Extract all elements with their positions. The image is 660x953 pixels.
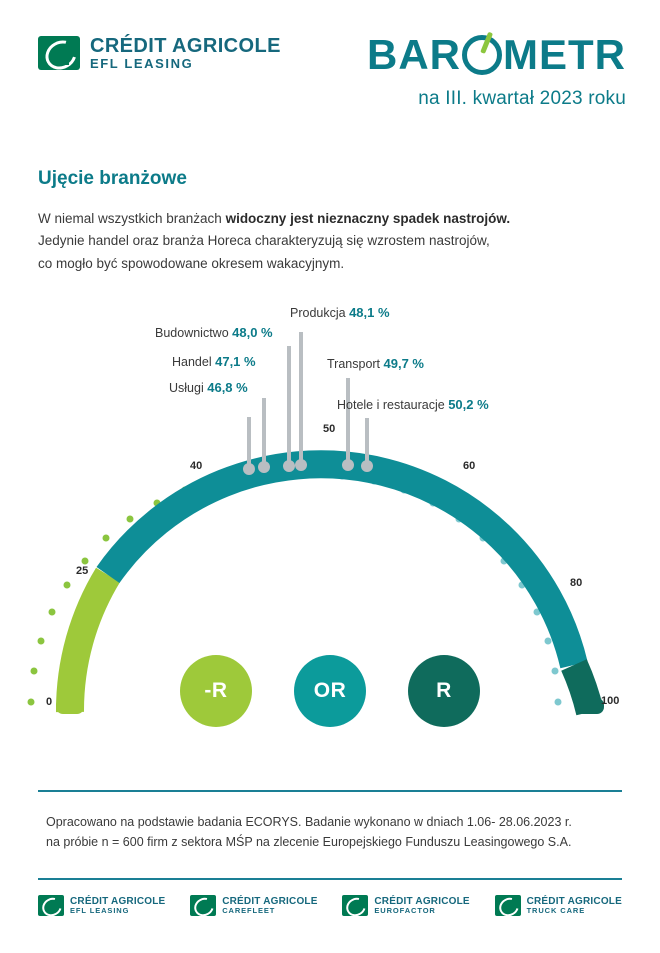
callout-transport <box>327 356 424 371</box>
axis-tick-50: 50 <box>323 423 336 435</box>
footer-logo-3-line1: CRÉDIT AGRICOLE <box>526 895 622 907</box>
barometr-title-block <box>367 31 626 110</box>
intro-line-3: co mogło być spowodowane okresem wakacyjnym. <box>38 255 345 271</box>
callout-produkcja <box>290 305 390 320</box>
credit-agricole-mark-icon <box>190 895 216 916</box>
gauge-legend <box>0 655 660 727</box>
footer-logo-carefleet <box>190 895 317 916</box>
callout-uslugi-value: 46,8 % <box>207 380 248 395</box>
callout-handel-label: Handel <box>172 355 212 369</box>
page-title: Ujęcie branżowe <box>38 168 187 189</box>
callout-hotele-i-restauracje <box>337 397 489 412</box>
footer-logo-1-line2: CAREFLEET <box>222 905 276 915</box>
callout-handel <box>172 354 256 369</box>
footer-logo-3-line2: TRUCK CARE <box>526 905 586 915</box>
callout-handel-value: 47,1 % <box>215 354 256 369</box>
gauge-needle-o-icon <box>462 35 502 75</box>
divider-top <box>38 790 622 792</box>
barometr-subtitle: na III. kwartał 2023 roku <box>418 88 626 109</box>
footer-logo-2-line1: CRÉDIT AGRICOLE <box>374 895 470 907</box>
callout-produkcja-value: 48,1 % <box>349 305 390 320</box>
callout-budownictwo <box>155 325 273 340</box>
legend-badge-r: R <box>408 655 480 727</box>
barometr-word-part-2: METR <box>503 31 626 78</box>
callout-transport-label: Transport <box>327 357 381 371</box>
axis-tick-100: 100 <box>601 695 620 707</box>
barometr-word-part-1: BAR <box>367 31 461 78</box>
axis-tick-25: 25 <box>76 565 89 577</box>
credit-agricole-logo <box>38 36 281 71</box>
footer-logo-1-line1: CRÉDIT AGRICOLE <box>222 895 318 907</box>
brand-subname: EFL LEASING <box>90 56 194 71</box>
footer-logo-eurofactor <box>342 895 469 916</box>
callout-uslugi-label: Usługi <box>169 381 204 395</box>
methodology-note <box>46 812 616 852</box>
callout-budownictwo-label: Budownictwo <box>155 326 229 340</box>
callout-hotele-value: 50,2 % <box>448 397 489 412</box>
intro-line-2: Jedynie handel oraz branża Horeca charakteryzują się wzrostem nastrojów, <box>38 233 490 249</box>
footer-logo-0-line2: EFL LEASING <box>70 905 130 915</box>
footer-logo-2-line2: EUROFACTOR <box>374 905 436 915</box>
intro-line-1b: widoczny jest nieznaczny spadek nastrojów. <box>225 211 511 226</box>
brand-name: CRÉDIT AGRICOLE <box>90 35 281 57</box>
callout-produkcja-label: Produkcja <box>290 306 346 320</box>
methodology-note-line-1: Opracowano na podstawie badania ECORYS. Badanie wykonano w dniach 1.06- 28.06.2023 r. <box>46 815 572 829</box>
credit-agricole-mark-icon <box>38 895 64 916</box>
credit-agricole-mark-icon <box>495 895 521 916</box>
methodology-note-line-2: na próbie n = 600 firm z sektora MŚP na zlecenie Europejskiego Funduszu Leasingowego S.A. <box>46 835 572 849</box>
intro-line-1a: W niemal wszystkich branżach <box>38 211 226 226</box>
footer-logo-bar <box>38 895 622 916</box>
axis-tick-80: 80 <box>570 577 583 589</box>
legend-badge-minus-r: -R <box>180 655 252 727</box>
axis-tick-40: 40 <box>190 460 203 472</box>
footer-logo-efl-leasing <box>38 895 165 916</box>
intro-paragraph <box>38 208 622 275</box>
credit-agricole-mark-icon <box>38 36 80 70</box>
page-header <box>0 0 660 140</box>
callout-hotele-label: Hotele i restauracje <box>337 398 445 412</box>
legend-badge-or: OR <box>294 655 366 727</box>
callout-uslugi <box>169 380 248 395</box>
barometr-wordmark <box>367 31 626 78</box>
credit-agricole-mark-icon <box>342 895 368 916</box>
axis-tick-0: 0 <box>46 696 53 708</box>
divider-bottom <box>38 878 622 880</box>
callout-budownictwo-value: 48,0 % <box>232 325 273 340</box>
axis-tick-60: 60 <box>463 460 476 472</box>
gauge-chart <box>0 290 660 760</box>
footer-logo-0-line1: CRÉDIT AGRICOLE <box>70 895 166 907</box>
callout-transport-value: 49,7 % <box>383 356 424 371</box>
footer-logo-truck-care <box>495 895 622 916</box>
